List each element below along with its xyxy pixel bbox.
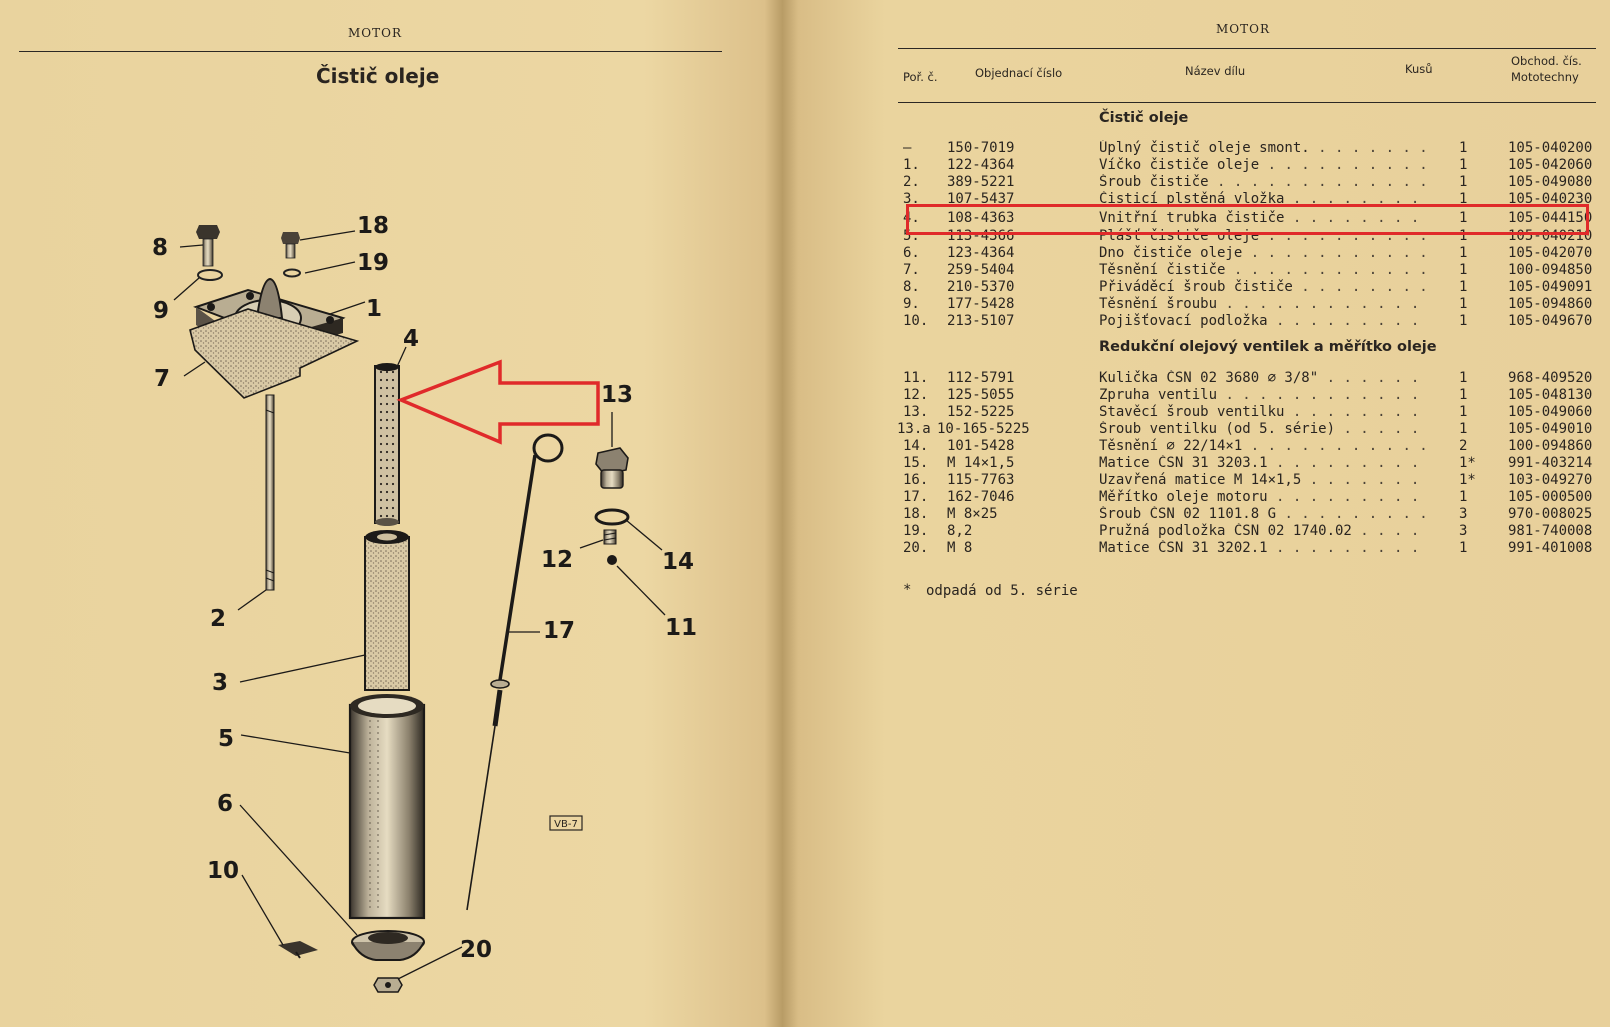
- callout-6: 6: [217, 791, 234, 817]
- col-header-obchod-2: Mototechny: [1511, 70, 1579, 84]
- callout-12: 12: [541, 547, 574, 573]
- callout-20: 20: [460, 937, 493, 963]
- filter-bottom-6: [352, 931, 424, 960]
- table-row: 13.a 10-165-5225 Šroub ventilku (od 5. série) . . 1 105-049010: [793, 421, 1610, 439]
- callout-3: 3: [212, 670, 229, 696]
- section-heading-2: Redukční olejový ventilek a měřítko oleje: [1099, 339, 1437, 355]
- table-row: 11. 112-5791 Kulička ČSN 02 3680 ⌀ 3/8" . . 1 968-409520: [793, 370, 1610, 388]
- table-row: 18. M 8×25 Šroub ČSN 02 1101.8 G . . 3 970-008025: [793, 506, 1610, 524]
- col-header-obchod-1: Obchod. čís.: [1511, 54, 1582, 68]
- seal-14: [596, 510, 628, 524]
- ball-11: [607, 555, 617, 565]
- footnote-text: odpadá od 5. série: [926, 583, 1078, 599]
- callout-1: 1: [366, 296, 383, 322]
- footnote-mark: *: [903, 582, 912, 598]
- table-row: 5. 113-4366 Plášť čističe oleje . . 1 105-040210: [793, 228, 1610, 246]
- callout-13: 13: [601, 382, 634, 408]
- callout-11: 11: [665, 615, 698, 641]
- figure-code: [550, 816, 582, 830]
- table-row: 7. 259-5404 Těsnění čističe . . 1 100-094850: [793, 262, 1610, 280]
- lock-washer-10: [278, 941, 318, 958]
- callout-17: 17: [543, 618, 576, 644]
- felt-element-3: [365, 530, 409, 690]
- table-row: 2. 389-5221 Šroub čističe . . 1 105-049080: [793, 174, 1610, 192]
- col-header-kusu: Kusů: [1405, 62, 1433, 76]
- table-row: 19. 8,2 Pružná podložka ČSN 02 1740.02 . . 3 981-740008: [793, 523, 1610, 541]
- callout-19: 19: [357, 250, 390, 276]
- callout-18: 18: [357, 213, 390, 239]
- highlight-box: [906, 204, 1589, 235]
- callout-10: 10: [207, 858, 240, 884]
- table-row: 6. 123-4364 Dno čističe oleje . . 1 105-042070: [793, 245, 1610, 263]
- table-row: 15. M 14×1,5 Matice ČSN 31 3203.1 . . 1* 991-403214: [793, 455, 1610, 473]
- table-row: 16. 115-7763 Uzavřená matice M 14×1,5 . . 1* 103-049270: [793, 472, 1610, 490]
- table-row: 9. 177-5428 Těsnění šroubu . . 1 105-094860: [793, 296, 1610, 314]
- inner-tube-4: [375, 363, 399, 526]
- callout-9: 9: [153, 298, 170, 324]
- col-header-objednaci: Objednací číslo: [975, 66, 1063, 80]
- filter-housing-5: [350, 694, 424, 918]
- callout-2: 2: [210, 606, 227, 632]
- left-page: [0, 0, 780, 1027]
- table-row: 8. 210-5370 Přiváděcí šroub čističe . . 1 105-049091: [793, 279, 1610, 297]
- right-page: [793, 0, 1610, 1027]
- exploded-parts-diagram: [0, 0, 780, 1027]
- highlight-arrow: [401, 362, 598, 442]
- section-heading-1: Čistič oleje: [1099, 110, 1189, 126]
- plug-screw-13: [596, 448, 628, 488]
- callout-4: 4: [403, 326, 420, 352]
- table-row: 13. 152-5225 Stavěcí šroub ventilku . . 1 105-049060: [793, 404, 1610, 422]
- table-row: 20. M 8 Matice ČSN 31 3202.1 . . 1 991-401008: [793, 540, 1610, 558]
- long-screw-2: [266, 395, 274, 590]
- callout-5: 5: [218, 726, 235, 752]
- bolt-8: [196, 225, 222, 280]
- callout-7: 7: [154, 366, 171, 392]
- left-running-head: MOTOR: [348, 26, 403, 40]
- table-row: 10. 213-5107 Pojišťovací podložka . . 1 105-049670: [793, 313, 1610, 331]
- table-row: 12. 125-5055 Zpruha ventilu . . 1 105-048130: [793, 387, 1610, 405]
- dipstick-17: [467, 435, 562, 910]
- table-row: 1. 122-4364 Víčko čističe oleje . . 1 105-042060: [793, 157, 1610, 175]
- left-page-title: Čistič oleje: [316, 64, 440, 88]
- figure-code-text: VB-7: [554, 819, 578, 830]
- right-subheader-rule: [898, 102, 1596, 103]
- screw-18: [281, 232, 300, 277]
- callout-14: 14: [662, 549, 695, 575]
- right-header-rule: [898, 48, 1596, 49]
- right-running-head: MOTOR: [1216, 22, 1271, 36]
- table-row: — 150-7019 Úplný čistič oleje smont. . . 1 105-040200: [793, 140, 1610, 158]
- nut-20: [374, 978, 402, 992]
- col-header-nazev: Název dílu: [1185, 64, 1246, 78]
- table-row: 14. 101-5428 Těsnění ⌀ 22/14×1 . . 2 100-094860: [793, 438, 1610, 456]
- table-row: 3. 107-5437 Čisticí plstěná vložka . . 1 105-040230: [793, 191, 1610, 209]
- table-row: 17. 162-7046 Měřítko oleje motoru . . 1 105-000500: [793, 489, 1610, 507]
- spring-12: [604, 530, 616, 544]
- col-header-por: Poř. č.: [903, 70, 938, 84]
- callout-8: 8: [152, 235, 169, 261]
- table-row-highlighted: 4. 108-4363 Vnitřní trubka čističe . . 1 105-044150: [793, 210, 1610, 228]
